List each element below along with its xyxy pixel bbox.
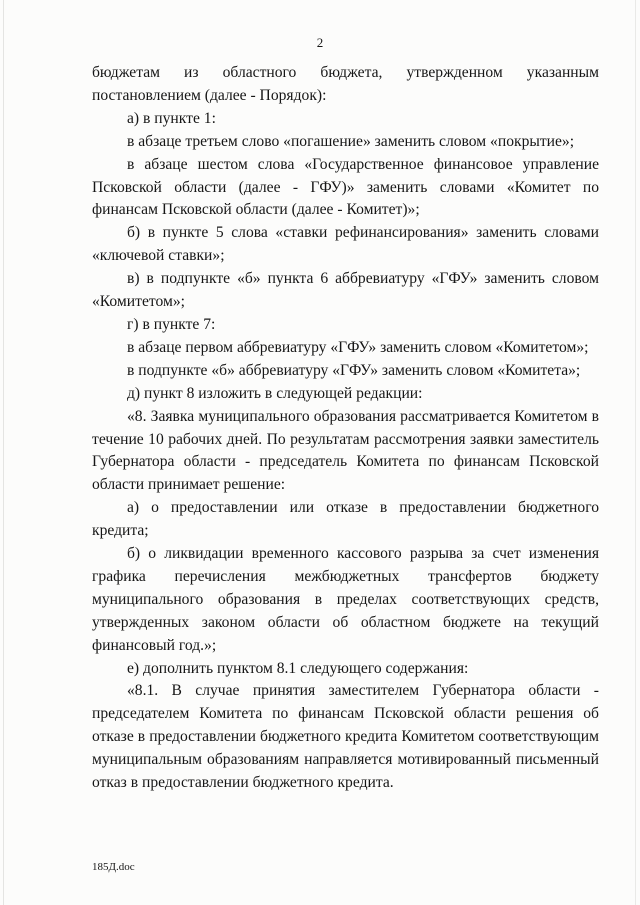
paragraph: в абзаце первом аббревиатуру «ГФУ» заменить словом «Комитетом»; — [127, 338, 589, 356]
paragraph: «8.1. В случае принятия заместителем Губернатора области - председателем Комитета по финансам Псковской области решения об отказе в предоставлении бюджетного кредита Комитетом соответствующим муниципальным образованиям направляется мотивированный письменный отказ в предоставлении бюджетного кредита. — [92, 682, 599, 792]
paragraph: в подпункте «б» аббревиатуру «ГФУ» заменить словом «Комитета»; — [127, 361, 581, 379]
page-number: 2 — [316, 35, 324, 50]
paragraph: в абзаце третьем слово «погашение» заменить словом «покрытие»; — [127, 132, 575, 150]
paragraph: а) о предоставлении или отказе в предоставлении бюджетного кредита; — [92, 499, 599, 540]
scan-edge — [635, 0, 636, 905]
paragraph: «8. Заявка муниципального образования рассматривается Комитетом в течение 10 рабочих дней. По результатам рассмотрения заявки заместитель Губернатора области - председатель Комитета по финансам Псковской области принимает решение: — [92, 407, 599, 494]
paragraph: б) о ликвидации временного кассового разрыва за счет изменения графика перечисления межбюджетных трансфертов бюджету муниципального образования в пределах соответствующих средств, утвержденных законом области об областном бюджете на текущий финансовый год.»; — [92, 545, 599, 654]
paragraph: б) в пункте 5 слова «ставки рефинансирования» заменить словами «ключевой ставки»; — [92, 224, 599, 265]
footer-filename: 185Д.doc — [92, 861, 135, 873]
paragraph: в абзаце шестом слова «Государственное финансовое управление Псковской области (далее - ГФУ)» заменить словами «Комитет по финансам Псковской области (далее - Комитет)»; — [92, 155, 599, 219]
paragraph: а) в пункте 1: — [127, 109, 216, 127]
paragraph: д) пункт 8 изложить в следующей редакции: — [127, 384, 423, 402]
paragraph: в) в подпункте «б» пункта 6 аббревиатуру «ГФУ» заменить словом «Комитетом»; — [92, 270, 599, 311]
scan-edge — [3, 0, 4, 905]
paragraph: бюджетам из областного бюджета, утвержденном указанным постановлением (далее - Порядок): — [92, 64, 599, 104]
document-body — [92, 62, 599, 795]
paragraph: г) в пункте 7: — [127, 315, 216, 333]
paragraph: е) дополнить пунктом 8.1 следующего содержания: — [127, 659, 469, 677]
